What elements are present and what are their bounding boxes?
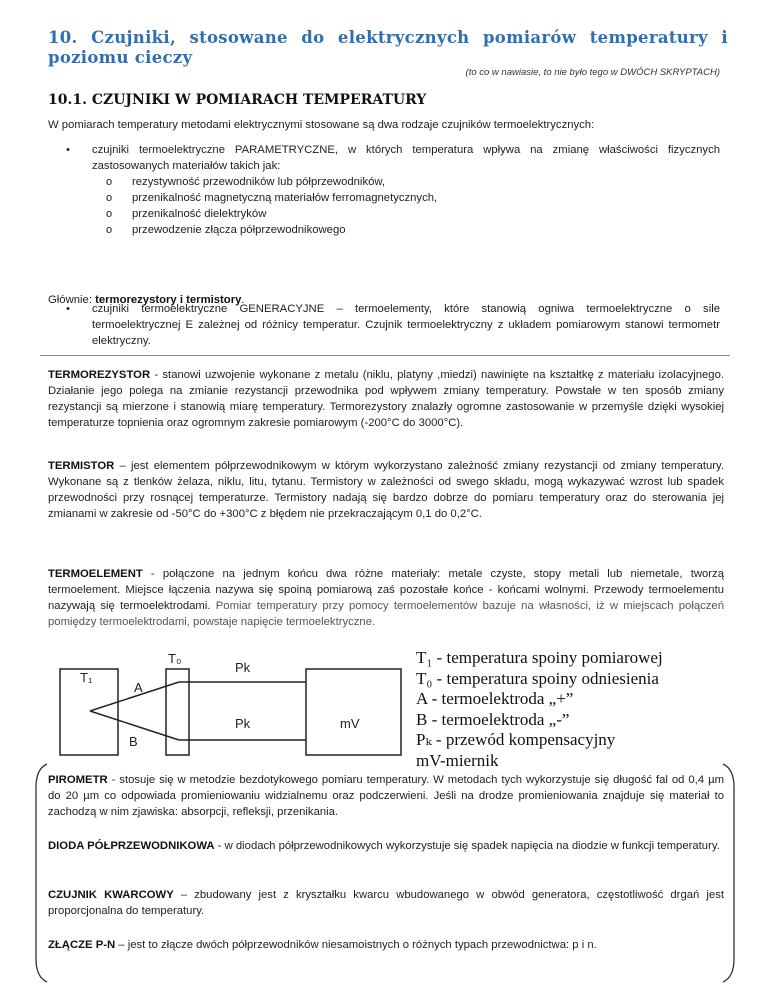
desc-dioda: - w diodach półprzewodnikowych wykorzystuje się spadek napięcia na diodzie w funkcji temperatury. (214, 840, 720, 852)
desc-kwarc: – zbudowany jest z kryształku kwarcu wbudowanego w obwód generatora, częstotliwość drgań jest proporcjonalna do temperatury. (48, 889, 724, 917)
divider (40, 355, 730, 356)
definition-pirometr (48, 772, 724, 820)
term-kwarc: CZUJNIK KWARCOWY (48, 889, 174, 901)
definition-termistor (48, 458, 724, 522)
definition-termoelement (48, 566, 724, 630)
list-item: o przewodzenie złącza półprzewodnikowego (106, 222, 720, 238)
label-pk-top: Pk (235, 660, 251, 675)
list-item: o rezystywność przewodników lub półprzewodników, (106, 174, 720, 190)
definition-kwarc (48, 887, 724, 919)
generative-list (48, 301, 720, 349)
intro-paragraph: W pomiarach temperatury metodami elektrycznymi stosowane są dwa rodzaje czujników termoelektrycznych: (48, 119, 595, 131)
right-bracket (722, 763, 736, 983)
desc-termistor: – jest elementem półprzewodnikowym w którym wykorzystano zależność zmiany rezystancji od zmiany temperatury. Wykonane są z tlenków żelaza, niklu, litu, tytanu. Termistory w zależności od swego składu, mogą wykazywać wzrost lub spadek przewodności przy rosnącej temperaturze. Termistory nadają się bardzo dobrze do pomiaru temperatury oraz do sterowania jej zmianami w zakresie od -50°C do +300°C z błędem nie przekraczającym 0,1 do 0,2°C. (48, 460, 724, 520)
term-termistor: TERMISTOR (48, 460, 115, 472)
term-termoelement: TERMOELEMENT (48, 568, 143, 580)
desc-termoelement: - połączone na jednym końcu dwa różne materiały: metale czyste, stopy metali lub niemetale, tworzą termoelement. Miejsce łączenia nazywa się spoiną pomiarową zaś pozostałe końce - końcami wolnymi. Przewody termoelementu nazywają się termoelektrodami. (48, 568, 724, 612)
label-t1: T₁ (80, 670, 93, 685)
desc-zlacze: – jest to złącze dwóch półprzewodników niesamoistnych o różnych typach przewodnictwa: p i n. (115, 939, 597, 951)
term-termorezystor: TERMOREZYSTOR (48, 369, 151, 381)
term-dioda: DIODA PÓŁPRZEWODNIKOWA (48, 840, 215, 852)
properties-sublist (92, 174, 720, 238)
mainly-end: . (241, 294, 245, 306)
section-heading: 10.1. CZUJNIKI W POMIARACH TEMPERATURY (48, 92, 427, 108)
desc-termorezystor: - stanowi uzwojenie wykonane z metalu (niklu, platyny ,miedzi) nawinięte na kształtkę z materiału izolacyjnego. Działanie jego polega na zmianie rezystancji przewodnika pod wpływem zmiany temperatury. Powstałe w ten sposób zmiany rezystancji są mierzone i stanowią miarę temperatury. Termorezystory znalazły ogromne zastosowanie w przemyśle dzięki wysokiej temperaturze topnienia oraz ogromnym zakresie pomiarowym (-200°C do 3000°C). (48, 369, 724, 429)
legend-item: A - termoelektroda „+” (416, 689, 574, 708)
list-item-parametric (48, 142, 720, 238)
label-pk-bottom: Pk (235, 716, 251, 731)
definition-termorezystor (48, 367, 724, 431)
sensor-types-list (48, 142, 720, 238)
thermocouple-diagram (56, 648, 406, 760)
legend-item: Pₖ - przewód kompensacyjny (416, 730, 616, 749)
list-item-generative: • czujniki termoelektryczne GENERACYJNE – termoelementy, które stanowią ogniwa termoelektryczne o sile termoelektrycznej E zależnej od różnicy temperatur. Czujnik termoelektryczny z układem pomiarowym stanowi termometr elektryczny. (48, 301, 720, 349)
millivoltmeter-box (306, 669, 401, 755)
term-zlacze: ZŁĄCZE P-N (48, 939, 116, 951)
term-pirometr: PIROMETR (48, 774, 108, 786)
definition-zlacze (48, 937, 724, 953)
legend-item: T₁ - temperatura spoiny pomiarowej (416, 648, 663, 667)
label-mv: mV (340, 716, 360, 731)
scripts-note: (to co w nawiasie, to nie było tego w DWÓCH SKRYPTACH) (465, 67, 720, 78)
list-item: o przenikalność magnetyczną materiałów ferromagnetycznych, (106, 190, 720, 206)
label-a: A (134, 680, 143, 695)
mainly-value: termorezystory i termistory (95, 294, 242, 306)
parametric-text: czujniki termoelektryczne PARAMETRYCZNE, w których temperatura wpływa na zmianę właściwości fizycznych zastosowanych materiałów takich jak: (92, 144, 720, 172)
chapter-title: 10. Czujniki, stosowane do elektrycznych pomiarów temperatury i poziomu cieczy (48, 28, 728, 67)
legend-item: B - termoelektroda „-” (416, 709, 570, 729)
mainly-label: Głównie: (48, 294, 92, 306)
diagram-legend (416, 648, 663, 771)
list-item: o przenikalność dielektryków (106, 206, 720, 222)
definition-dioda (48, 838, 724, 854)
legend-item: mV-miernik (416, 750, 499, 770)
desc-termoelement-extra: Pomiar temperatury przy pomocy termoelementów bazuje na własności, iż w miejscach połączeń pomiędzy termoelektrodami, powstaje napięcie termoelektryczne. (48, 600, 724, 628)
legend-item: T₀ - temperatura spoiny odniesienia (416, 668, 659, 688)
label-b: B (129, 734, 138, 749)
label-t0: T₀ (168, 651, 182, 666)
left-bracket (34, 763, 48, 983)
desc-pirometr: - stosuje się w metodzie bezdotykowego pomiaru temperatury. W metodach tych wykorzystuje się długość fal od 0,4 µm do 20 µm co odpowiada promieniowaniu widzialnemu oraz podczerwieni. Jeśli na drodze promieniowania znajduje się materiał to zachodzą w nim zjawiska: absorpcji, refleksji, przenikania. (48, 774, 724, 818)
